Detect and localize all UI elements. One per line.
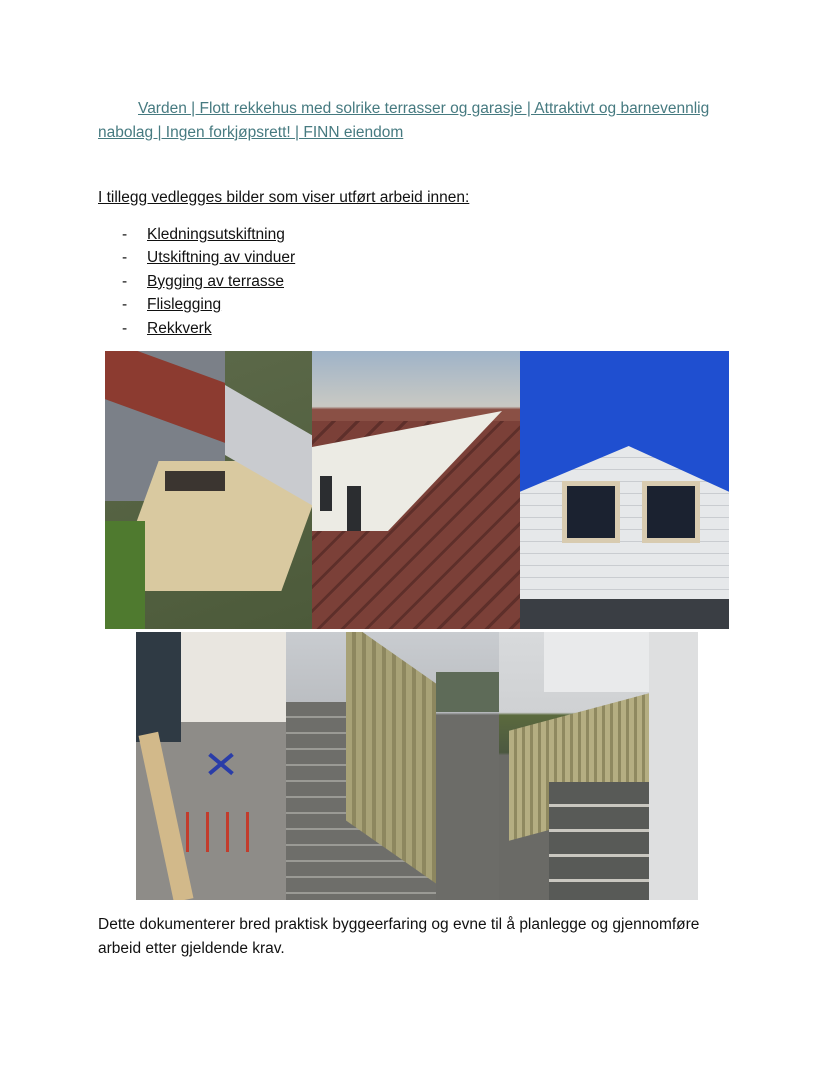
list-item-label: Bygging av terrasse bbox=[147, 272, 284, 290]
photo-terrace bbox=[105, 351, 312, 629]
intro-text: I tillegg vedlegges bilder som viser utført arbeid innen: bbox=[98, 189, 470, 206]
bullet: - bbox=[122, 319, 128, 337]
list-item-label: Utskiftning av vinduer bbox=[147, 249, 296, 267]
bullet: - bbox=[122, 272, 128, 290]
photo-gable-windows bbox=[520, 351, 729, 629]
list-item bbox=[122, 246, 295, 269]
work-list bbox=[122, 223, 295, 340]
list-item bbox=[122, 223, 295, 246]
bullet: - bbox=[122, 226, 128, 243]
photo-stairs-railing bbox=[286, 632, 499, 900]
list-item-label: Kledningsutskiftning bbox=[147, 226, 285, 243]
closing-paragraph: Dette dokumenterer bred praktisk byggeerfaring og evne til å planlegge og gjennomføre arbeid etter gjeldende krav. bbox=[98, 916, 700, 957]
list-item-label: Rekkverk bbox=[147, 319, 212, 337]
list-item bbox=[122, 317, 295, 340]
list-item bbox=[122, 270, 295, 293]
list-item-label: Flislegging bbox=[147, 296, 222, 314]
photo-roof-dormer bbox=[312, 351, 520, 629]
finn-listing-link[interactable]: Varden | Flott rekkehus med solrike terrasser og garasje | Attraktivt og barnevennlig nabolag | Ingen forkjøpsrett! | FINN eiendom bbox=[98, 100, 710, 141]
photo-entry-stairs bbox=[499, 632, 698, 900]
bullet: - bbox=[122, 249, 128, 267]
list-item bbox=[122, 293, 295, 316]
photo-tiling bbox=[136, 632, 286, 900]
bullet: - bbox=[122, 296, 128, 314]
